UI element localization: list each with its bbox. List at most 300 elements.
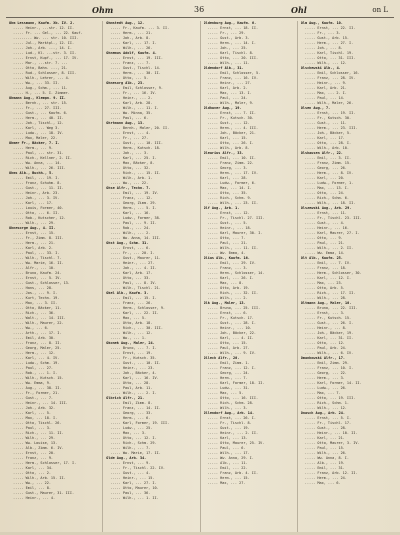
directory-entry-line: ..... Fr., Kutsch. 30.	[207, 116, 254, 120]
directory-entry-line: ..... Gust., ... 28. I.	[207, 321, 256, 325]
directory-entry-line: ..... Wilh., ... 2.	[110, 231, 151, 235]
directory-entry-line: ..... Fr., ... 3.	[304, 31, 341, 35]
directory-entry-line: ..... Wilh., ... 12.	[304, 61, 347, 65]
directory-entry-line: ..... Gust., ... 12.	[207, 121, 250, 125]
directory-entry-line: ..... Herm., ... 6.	[110, 416, 151, 420]
directory-entry-line: ..... Emil, Schlosser, 9.	[110, 86, 163, 90]
directory-entry-line: ..... Heinr., ... 27.	[207, 81, 252, 85]
directory-entry-heading: Ohrtmann Aug., 13.	[106, 121, 145, 125]
directory-entry-line: ..... Karl, ... 4. IV.	[13, 356, 60, 360]
directory-entry-line: ..... Gust., ... Kaufm. 6.	[13, 111, 68, 115]
directory-entry-heading: Ohms Alb., Buchh., 5.	[9, 171, 54, 175]
directory-entry-line: ..... Herm., Schlosser, 17. I.	[13, 461, 77, 465]
directory-entry-line: ..... Alb., ... 11.	[207, 461, 248, 465]
directory-entry-line: ..... Ernst, ... 9.	[110, 461, 151, 465]
directory-entry-line: ..... Jul., Marktpl., 12. II.	[13, 41, 75, 45]
directory-entry-line: ..... Karl, ... 34.	[13, 466, 54, 470]
directory-entry-line: ..... Ww. Marie, 16. II.	[13, 261, 64, 265]
directory-entry-line: ..... Wilh., ... 12.	[304, 406, 347, 410]
directory-entry-line: ..... Emil, Zimm. 29.	[304, 361, 350, 365]
directory-entry-line: ..... Rich., ... 32. II.	[207, 291, 259, 295]
directory-entry-line: ..... Franz, Zimm. 22.	[207, 161, 254, 165]
directory-entry-line: ..... Herm., Schlosser, 9.	[110, 306, 166, 310]
directory-entry-heading: Olbrich Alfr., 21.	[106, 396, 145, 400]
directory-entry-line: ..... Ww., ... 22.	[110, 181, 149, 185]
directory-entry-line: ..... Otto, ... 6. II.	[13, 211, 60, 215]
directory-entry-line: ..... Paul, ... 14.	[304, 96, 345, 100]
directory-entry-heading: Ohmann Aug., Klempn. 9. II.	[9, 96, 66, 100]
directory-entry-line: ..... Otto, ... 33.	[110, 276, 151, 280]
directory-entry-line: ..... Emil, Zimm. 8.	[110, 401, 153, 405]
directory-entry-line: ..... Max, ... 14. I.	[207, 186, 252, 190]
directory-entry-line: ..... Gust., ... 5.	[207, 221, 248, 225]
directory-entry-line: ..... Paul, ... 27.	[13, 366, 54, 370]
directory-entry-line: ..... Ernst, ... 5. I.	[304, 416, 352, 420]
directory-entry-line: ..... Gust., ... 7.	[13, 396, 54, 400]
directory-entry-line: ..... Karl, ... 15.	[207, 136, 248, 140]
directory-entry-line: ..... Wilh., Arb. 10.	[304, 146, 350, 150]
directory-entry-line: ..... Bruno, ... 22. III.	[304, 306, 358, 310]
directory-entry-heading: Ohnesorge Aug., 4. II.	[9, 226, 56, 230]
directory-entry-line: ..... Wilh., ... 7.	[110, 446, 151, 450]
directory-entry-line: ..... Karl, Maurer, 30. I.	[207, 231, 263, 235]
directory-entry-heading: Oldenburg Aug., Kaufm. 6.	[203, 21, 257, 25]
directory-entry-line: ..... Max, ... 18. I.	[13, 416, 58, 420]
directory-entry-line: ..... Georg, ... 24.	[207, 371, 250, 375]
directory-entry-line: ..... Wilh., Arb. 15. II.	[13, 476, 66, 480]
directory-entry-line: ..... Gust., ... 4.	[110, 471, 151, 475]
directory-entry-line: ..... Ernst, ... 11.	[304, 211, 347, 215]
directory-entry-line: ..... Wilh., ... 23. II.	[207, 201, 259, 205]
directory-entry-line: ..... Rich., ... 17. II.	[304, 291, 356, 295]
directory-entry-heading: Ohnesorg Alb., 23.	[106, 81, 145, 85]
directory-entry-line: ..... Paul, ... str. 31.	[13, 151, 64, 155]
directory-entry-line: ..... Ludw., Former, 38.	[110, 216, 161, 220]
directory-entry-line: ..... Wilh., Arb. 8.	[207, 146, 250, 150]
directory-columns	[6, 21, 394, 533]
directory-entry-line: ..... Franz, Zimm. 15.	[304, 161, 352, 165]
directory-entry-line: ..... Ernst, ... 22. II.	[304, 26, 356, 30]
directory-entry-line: ..... Wilh., Maler, 9.	[207, 101, 254, 105]
directory-entry-line: ..... Herm., ... 7.	[207, 376, 248, 380]
directory-entry-line: ..... Rob., ... 24.	[110, 226, 151, 230]
directory-entry-line: ..... Otto, ... 20. III.	[207, 56, 259, 60]
directory-entry-line: ..... Rich., Schm. 28.	[207, 401, 254, 405]
directory-entry-line: ..... Paul, ... 36.	[110, 491, 151, 495]
directory-entry-line: ..... Ernst, ... 12.	[207, 211, 250, 215]
directory-entry-line: ..... Joh., Bäcker, 5.	[304, 131, 352, 135]
directory-entry-line: ..... Karl, Arb. 2.	[13, 246, 54, 250]
directory-entry-line: ..... Jos., ... 9. I.	[13, 291, 58, 295]
directory-entry-line: ..... Otto, ... 9.	[304, 236, 343, 240]
directory-entry-line: ..... Gust., ... 10. III.	[110, 141, 163, 145]
directory-entry-line: ..... Ludw., Schm. 19.	[13, 361, 60, 365]
directory-entry-line: ..... Herm., ... 5. I.	[110, 206, 157, 210]
directory-entry-line: ..... Karl, Arb. 28.	[110, 101, 153, 105]
directory-entry-line: ..... Otto, Arb. 19.	[207, 286, 250, 290]
directory-entry-line: ..... Heinr., ... 23.	[110, 366, 155, 370]
directory-entry-line: ..... Emil, ... 8.	[13, 486, 51, 490]
directory-entry-line: ..... Max, ... 5.	[110, 316, 147, 320]
directory-entry-line: ..... Joh., ... 8.	[304, 46, 343, 50]
directory-entry-line: ..... Max, ... 23.	[304, 281, 343, 285]
directory-entry-line: ..... Otto, ... 31. III.	[304, 56, 356, 60]
directory-entry-line: ..... Wilh., ... 1. II.	[110, 496, 159, 500]
directory-entry-line: ..... Joh., ... 25.	[207, 46, 248, 50]
directory-entry-line: ..... Georg, Zimm. 29.	[110, 201, 157, 205]
directory-entry-line: ..... Karl, Former, 14. II.	[304, 381, 362, 385]
directory-entry-line: ..... Emil, Zimm. 1.	[207, 361, 250, 365]
header-right-word: Ohl	[291, 5, 307, 15]
directory-entry-line: ..... Franz, Schuhm. 8.	[13, 181, 62, 185]
directory-entry-line: ..... Rich., Kellner, 2. II.	[13, 156, 73, 160]
directory-entry-line: ..... Rich., Schm. 1.	[304, 401, 350, 405]
directory-entry-line: ..... Fr., Tischl. 23. III.	[304, 216, 362, 220]
directory-entry-heading: Olschewski Alb., 4.	[300, 66, 341, 70]
directory-entry-line: ..... Ww. Anna, 29. I.	[207, 456, 254, 460]
directory-entry-line: ..... Herm., ... 23. III.	[304, 126, 358, 130]
directory-entry-heading: Olshausen Alfr., 22.	[300, 151, 343, 155]
directory-entry-line: ..... Joh., ... 4. II.	[110, 266, 157, 270]
directory-entry-line: ..... Herm., Schlosser, 30.	[304, 271, 362, 275]
directory-entry-line: ..... Max, ... 6.	[304, 481, 341, 485]
directory-entry-line: ..... Ww. Anna, ... 14.	[13, 161, 62, 165]
directory-entry-line: ..... Otto, ... 24.	[304, 191, 345, 195]
directory-entry-heading: Olf Aug., Arb. 1.	[203, 206, 240, 210]
directory-entry-heading: Ollendorf Aug., Arb. 14.	[203, 411, 255, 415]
directory-entry-line: ..... Georg, ... 22.	[304, 371, 347, 375]
directory-entry-heading: Olk Aug., Maler, 13.	[203, 301, 246, 305]
directory-entry-line: ..... Otto, ... 28. I.	[304, 141, 352, 145]
directory-entry-line: ..... Lud., Kl. ...str. 3. II.	[13, 51, 77, 55]
directory-entry-line: ..... Ww., ... 1.	[110, 336, 147, 340]
directory-entry-line: ..... Max, ... 2. I.	[304, 91, 347, 95]
directory-entry-line: ..... Otto, Arb. 5.	[304, 286, 345, 290]
directory-entry-line: ..... Ww. Louise, 13.	[13, 441, 58, 445]
directory-entry-line: ..... Otto, ... 35.	[207, 191, 248, 195]
directory-entry-line: ..... Otto, Maurer, 10.	[110, 486, 159, 490]
header-page-label: on L	[372, 6, 388, 14]
directory-entry-line: ..... Rich., Schm. 29.	[110, 441, 157, 445]
directory-entry-line: ..... Hans, ... 28.	[13, 286, 54, 290]
directory-entry-line: ..... Fr., ... 29.	[207, 31, 246, 35]
directory-entry-line: ..... Karl, Arb. 21.	[304, 86, 347, 90]
directory-entry-line: ..... Alb., Zimm. 6. IV.	[13, 446, 64, 450]
column-1	[6, 21, 103, 533]
directory-entry-line: ..... Aug., ... 38. II.	[13, 386, 62, 390]
directory-entry-line: ..... Wilh., ... 11.	[207, 61, 250, 65]
directory-entry-line: ..... Franz, ... 28. IV.	[304, 76, 356, 80]
directory-entry-line: ..... Georg, Maler, 25.	[13, 346, 62, 350]
page-header	[6, 4, 394, 18]
directory-entry-line: ..... Max, ... 3. II.	[13, 301, 58, 305]
directory-entry-line: ..... Ernst, Kupf., ... 17. IV.	[13, 56, 79, 60]
directory-entry-line: ..... Karl, ... 27. I.	[110, 481, 157, 485]
directory-entry-line: ..... Franz, Arb. 4. II.	[207, 471, 259, 475]
directory-entry-line: ..... Rich., ... 15. II.	[110, 171, 161, 175]
directory-entry-heading: Ohst Aug., Schm. 31.	[106, 241, 149, 245]
directory-entry-line: ..... Karl, ... 20.	[304, 176, 345, 180]
directory-entry-line: ..... Paul, ... 21.	[207, 241, 248, 245]
directory-entry-line: ..... Bruno, Kaufm. 24.	[13, 271, 62, 275]
directory-entry-line: ..... Max, ... 13. I.	[207, 91, 252, 95]
directory-entry-line: ..... Wilh., ... 17.	[207, 451, 250, 455]
directory-entry-line: ..... H., ... 5. I. Zimmer.	[13, 91, 70, 95]
directory-entry-line: ..... Fr., Kutsch. 35.	[110, 356, 157, 360]
directory-entry-line: ..... Ww. Marie, 17. II.	[110, 451, 161, 455]
directory-entry-line: ..... Paul, Arb. 11.	[110, 386, 153, 390]
directory-entry-line: ..... Ludw., ... 31.	[207, 386, 250, 390]
directory-entry-line: ..... Karl, ... 17.	[304, 136, 345, 140]
directory-entry-heading: Ollech Alfr., 20.	[203, 356, 240, 360]
directory-entry-line: ..... Gust., ... 26. I.	[304, 321, 354, 325]
directory-entry-line: ..... Joh., Tischl., 12.	[13, 121, 64, 125]
directory-entry-line: ..... Fr., Tischl. 27. III.	[207, 216, 265, 220]
directory-entry-heading: Oldendorf Alb., 31.	[203, 66, 244, 70]
directory-entry-line: ..... Franz, ... 8. II.	[13, 341, 62, 345]
directory-entry-line: ..... Herm., ... 3.	[304, 376, 345, 380]
directory-entry-line: ..... Gust., ... 28.	[304, 426, 347, 430]
directory-entry-line: ..... Herm., ... 4. III.	[207, 126, 259, 130]
directory-entry-line: ..... Ernst, ... 26. I.	[207, 416, 256, 420]
directory-entry-line: ..... Wilh., Maler, 26.	[304, 101, 354, 105]
directory-entry-line: ..... Emil, ... 19. IV.	[110, 191, 159, 195]
directory-entry-line: ..... Otto, ... 12. I.	[110, 436, 157, 440]
directory-entry-line: ..... Wilh., ... 28.	[304, 296, 347, 300]
header-left-word: Ohm	[92, 5, 114, 15]
directory-entry-line: ..... Paul, ... 3.	[13, 426, 51, 430]
directory-entry-line: ..... Herm., ... 8. IV.	[304, 171, 354, 175]
directory-entry-line: ..... Herm., ... 17. IV.	[207, 171, 259, 175]
directory-entry-line: ..... Paul, ... 33. I.	[13, 251, 60, 255]
directory-entry-line: ..... Otto, ... 26. I.	[207, 141, 254, 145]
directory-entry-line: ..... Gust., ... 11. II.	[13, 186, 64, 190]
directory-entry-line: ..... Rud., Schlosser, 8. III.	[13, 71, 77, 75]
directory-entry-line: ..... Karl, ... Weg 3.	[13, 126, 60, 130]
directory-entry-line: ..... Emil, ... 15. I.	[110, 296, 157, 300]
directory-entry-line: ..... Wilh., ... 2. II.	[304, 246, 354, 250]
directory-entry-line: ..... Wilh., ... 26.	[304, 451, 347, 455]
directory-entry-line: ..... Max, ... 7.	[304, 391, 341, 395]
directory-entry-heading: Olsen Aug., 7.	[300, 106, 331, 110]
directory-entry-heading: Olt Alb., Kaufm. 25.	[300, 256, 343, 260]
directory-entry-heading: Ohmer Fr., Bäcker, 7. I.	[9, 141, 60, 145]
directory-entry-line: ..... Karl, ... 4. II.	[207, 336, 254, 340]
directory-entry-line: ..... Ernst, ... 20.	[13, 451, 56, 455]
directory-entry-line: ..... Herm., ... 40. II.	[13, 116, 64, 120]
directory-entry-line: ..... Emil, Schlosser, 16.	[304, 71, 360, 75]
directory-entry-line: ..... Franz, ... 18.	[304, 266, 347, 270]
directory-entry-line: ..... Karl, ... 26. I.	[207, 276, 254, 280]
directory-entry-line: ..... Karl, ... 21.	[304, 436, 345, 440]
directory-entry-heading: Olszewski Aug., Arb. 29.	[300, 206, 352, 210]
directory-entry-line: ..... Franz, ... 12. I.	[207, 366, 256, 370]
directory-entry-line: ..... Karl, Maurer, 27. I.	[304, 231, 360, 235]
directory-entry-line: ..... Otto, ... 15.	[207, 341, 248, 345]
directory-entry-line: ..... Rob., Kutscher, 12.	[13, 216, 66, 220]
directory-entry-heading: Olias Alb., Kaufm. 16.	[203, 256, 250, 260]
directory-entry-line: ..... Bernh., Maler, 20. II.	[110, 126, 170, 130]
directory-entry-line: ..... Karl, ... 31. II.	[304, 336, 354, 340]
directory-entry-line: ..... Paul, ... 15.	[304, 446, 345, 450]
directory-entry-line: ..... Fr., Tischl. 8.	[207, 421, 252, 425]
directory-entry-line: ..... Herm., ... 12.	[13, 351, 56, 355]
directory-entry-line: ..... Wilh., Tischl. 7.	[13, 256, 62, 260]
directory-entry-line: ..... Herm., ... 21.	[13, 241, 56, 245]
directory-entry-line: ..... Karl, ... 5.	[13, 411, 51, 415]
directory-entry-line: ..... Georg, ... 26.	[304, 166, 347, 170]
directory-entry-line: ..... Max, ... 13. I.	[304, 186, 350, 190]
directory-entry-line: ..... Wilh., ... 11. I.	[110, 106, 159, 110]
directory-entry-line: ..... Wilh., ... 2. I.	[110, 391, 157, 395]
directory-entry-line: ..... Wilh., ... 12.	[110, 331, 153, 335]
directory-entry-line: ..... Joh., Bäcker, 19.	[304, 331, 354, 335]
directory-entry-line: ..... Ernst, ... 6.	[110, 246, 151, 250]
directory-entry-heading: Oldhaver Aug., 19.	[203, 106, 242, 110]
directory-entry-line: ..... Emil, Schlosser, 5.	[207, 71, 261, 75]
directory-entry-line: ..... Emil, ... 29. IV.	[207, 261, 256, 265]
column-3	[201, 21, 298, 533]
directory-entry-line: ..... Ww. Emma, 4.	[207, 251, 246, 255]
directory-entry-line: ..... Wilh., ... 9. IV.	[207, 351, 256, 355]
directory-entry-line: ..... Franz, ... 16. IV.	[207, 76, 259, 80]
directory-entry-line: ..... Ludw., ... 26.	[304, 386, 347, 390]
directory-entry-line: ..... Franz, ... 3.	[207, 266, 248, 270]
directory-entry-line: ..... Karl, Former, 18. II.	[207, 381, 265, 385]
directory-entry-line: ..... Otto, Bäcker, 11.	[13, 306, 62, 310]
directory-entry-line: ..... Karl, Former, 19. III.	[110, 421, 170, 425]
directory-entry-line: ..... Heinr., ...str. 12. II.	[13, 26, 75, 30]
directory-entry-line: ..... Gust., Tischl. 14.	[110, 66, 161, 70]
directory-entry-heading: Okonek Aug., Maler, 24.	[106, 341, 155, 345]
directory-entry-heading: Olm Aug., Kaufm. 10.	[300, 21, 343, 25]
directory-entry-line: ..... Wilh., ... 3.	[207, 406, 248, 410]
directory-entry-line: ..... Emil, ... 7. IV.	[304, 261, 352, 265]
directory-entry-line: ..... Karl, Tischl. 8.	[207, 51, 254, 55]
directory-entry-line: ..... Arth., ... 17. I.	[13, 331, 62, 335]
directory-entry-line: ..... Louis, Former, 40.	[13, 206, 64, 210]
directory-entry-line: ..... Fr., Kutsch. 30.	[304, 116, 352, 120]
directory-entry-line: ..... Heinr., ... 2. II.	[207, 431, 259, 435]
directory-entry-line: ......... Ww. ... str. 10. III.	[13, 36, 79, 40]
directory-entry-line: ..... Max, Maler, 22.	[13, 136, 58, 140]
directory-entry-line: ..... Wilh., ... 6. IV.	[304, 351, 354, 355]
directory-entry-line: ..... Rich., ... 11. II.	[13, 431, 64, 435]
directory-entry-line: ..... Fr. ... Gel., ... 22. Kauf-	[13, 31, 83, 35]
directory-entry-line: ..... Max, ... 27.	[207, 481, 246, 485]
directory-entry-line: ..... Ernst, ... 19.	[110, 351, 153, 355]
directory-entry-heading: Ohmstedt Aug., 12.	[106, 21, 145, 25]
directory-entry-line: ..... Franz, ... 7.	[110, 61, 151, 65]
directory-entry-line: ..... Heinr., ... 9.	[304, 81, 347, 85]
directory-entry-line: ..... Alb., ... 19.	[304, 461, 345, 465]
directory-entry-line: ..... Karl, ... 12. I.	[304, 276, 352, 280]
directory-entry-line: ..... Emil, ... 10. II.	[207, 156, 256, 160]
directory-entry-heading: Okel Alb., Kaufm. 3.	[106, 291, 149, 295]
directory-entry-line: ..... Wilh., Arb. 1.	[110, 176, 153, 180]
directory-entry-line: ..... Heinr., ... 15.	[110, 476, 155, 480]
directory-entry-line: ..... Otto, ... 5.	[110, 76, 149, 80]
directory-entry-line: ..... Rich., Schm. 9.	[207, 196, 252, 200]
directory-entry-line: ..... Joh., ... 3.	[110, 151, 149, 155]
directory-entry-line: ..... Paul, Arb. 24.	[304, 346, 347, 350]
directory-entry-line: ..... Fr., ... 27.	[110, 136, 149, 140]
directory-entry-line: ..... Joh., Bäcker, 21.	[207, 131, 256, 135]
directory-entry-line: ..... Ludw., ... 18. IV.	[13, 131, 64, 135]
directory-entry-line: ..... Karl, ... 17.	[13, 201, 54, 205]
directory-entry-line: ..... Gust., ... 4.	[304, 221, 345, 225]
directory-entry-line: ..... Gust., Arb. 3.	[207, 36, 250, 40]
directory-entry-line: ..... Gust., Maurer, 31. III.	[13, 491, 75, 495]
directory-entry-line: ..... Paul, Arb. 27.	[207, 346, 250, 350]
directory-entry-line: ..... Rich., ... 30. III.	[110, 326, 163, 330]
directory-entry-line: ..... Joh., Arb. ..., 14. I.	[13, 46, 73, 50]
directory-entry-line: ..... Otto, ... 2.	[13, 471, 51, 475]
directory-entry-line: ..... Emil, ... 3. II.	[304, 156, 352, 160]
directory-entry-line: ..... Emil, Arb. 30.	[13, 336, 56, 340]
directory-entry-line: ..... Heinr., ... 27.	[110, 261, 155, 265]
directory-entry-line: ..... Rich., Schm. 6.	[304, 196, 350, 200]
directory-entry-line: ..... Karl, ... 16. IV.	[110, 376, 159, 380]
directory-entry-line: ..... Herm., ... 14. I.	[207, 41, 256, 45]
directory-entry-line: ..... Karl, ... 28.	[207, 176, 248, 180]
directory-entry-line: ..... Ww. Emma, 14.	[304, 251, 345, 255]
directory-entry-line: ..... Karl, ... 16.	[110, 211, 151, 215]
directory-entry-line: ..... Heinr., ... 8.	[304, 326, 347, 330]
directory-entry-line: ..... Max, ... 3.	[110, 431, 147, 435]
directory-entry-line: ..... Herm., ... 15.	[207, 476, 250, 480]
directory-entry-line: ..... Ernst, ... 19. III.	[110, 56, 163, 60]
directory-entry-line: ..... Paul, ... 21.	[304, 241, 345, 245]
directory-entry-line: ..... Fr., Former, 21.	[13, 391, 60, 395]
directory-entry-line: ..... Georg, ... 3.	[207, 166, 248, 170]
directory-entry-line: ..... Ernst, ... 5. IV.	[13, 276, 62, 280]
directory-entry-line: ..... Ww. Anna, 14. III.	[110, 236, 161, 240]
directory-entry-line: ..... Heinr., ... 18.	[207, 226, 252, 230]
directory-entry-line: ..... Emil, ... 31.	[304, 466, 345, 470]
directory-entry-line: ..... Gust., ... 11.	[304, 121, 347, 125]
directory-entry-line: ..... Otto, ... 19. III.	[304, 396, 356, 400]
directory-entry-line: ..... Otto, Tischl. 26.	[13, 421, 62, 425]
directory-entry-line: ..... Paul, ... 8. IV.	[110, 281, 157, 285]
directory-entry-line: ..... Otto, ... 7.	[207, 236, 246, 240]
directory-entry-line: ..... Max, ... 8.	[207, 281, 244, 285]
directory-entry-line: ..... Wilh., ... 26.	[110, 46, 153, 50]
directory-entry-line: ..... Alfr., ... 10.	[13, 266, 56, 270]
directory-entry-line: ..... Otto, Maurer, 25. IV.	[207, 441, 265, 445]
directory-entry-line: ..... Wilh., ... 11. II.	[207, 246, 259, 250]
directory-entry-line: ..... Otto, ... 16. III.	[207, 396, 259, 400]
directory-entry-line: ..... Ernst, ... 15.	[13, 231, 56, 235]
directory-entry-line: ..... Wilh., Maurer, 22.	[13, 321, 64, 325]
directory-entry-line: ..... Paul, ... 24.	[207, 96, 248, 100]
directory-entry-line: ..... Ww. Minna, 35.	[110, 111, 153, 115]
directory-entry-heading: Ohm Lessmann, Kaufm. Xb. IV. 2.	[9, 21, 75, 25]
directory-entry-line: ..... Fr., Kutsch. 15.	[304, 316, 352, 320]
directory-entry-line: ..... Franz, ... 10. I.	[304, 366, 354, 370]
directory-entry-line: ..... Herm., ... 24.	[304, 476, 347, 480]
directory-entry-line: ..... Heinr., ... 10.	[207, 326, 252, 330]
directory-entry-line: ..... Heinr., ... 10. II.	[304, 431, 358, 435]
directory-entry-line: ..... Wilh., ... 29.	[13, 436, 56, 440]
directory-entry-line: ..... Joh., Bäcker, 22.	[207, 331, 256, 335]
directory-entry-line: ..... Ww. Emma, 9.	[13, 381, 51, 385]
directory-entry-line: ..... Gust., Arb. 15.	[304, 36, 350, 40]
directory-entry-line: ..... Herm., ... 27. I.	[304, 41, 354, 45]
directory-entry-line: ..... Wilh., Lehrer, ... 4.	[13, 76, 70, 80]
directory-entry-line: ..... Herm., Schlosser, 14.	[207, 271, 265, 275]
directory-entry-line: ..... Ww., ... 22.	[13, 481, 51, 485]
